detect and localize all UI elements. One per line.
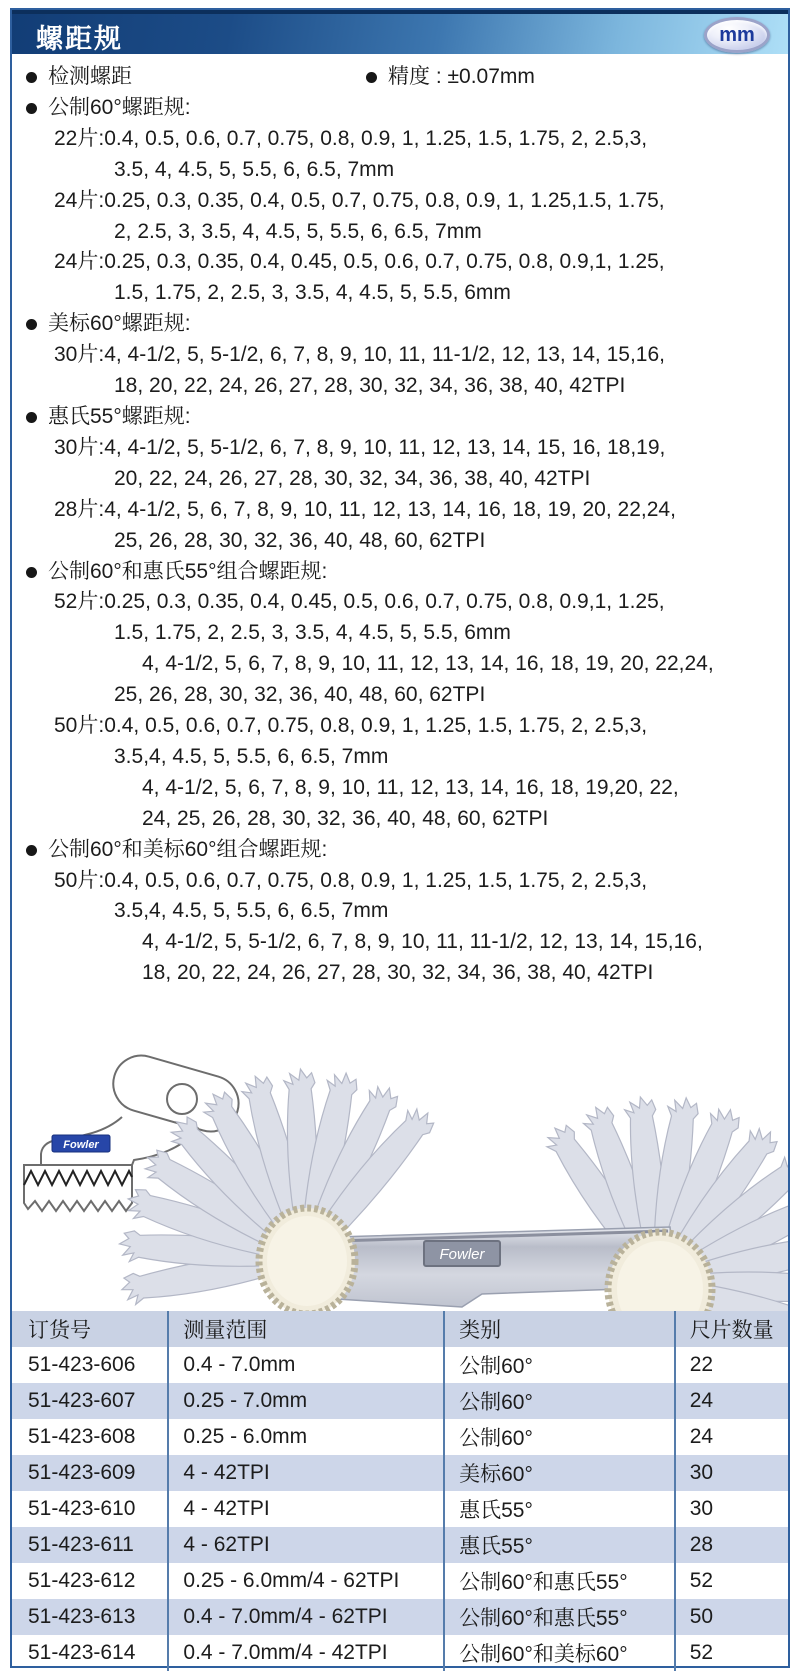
spec-line: 24, 25, 26, 28, 30, 32, 36, 40, 48, 60, 62TPI bbox=[142, 806, 549, 830]
table-row bbox=[12, 1599, 788, 1635]
section-title: 公制60°和美标60°组合螺距规: bbox=[26, 835, 780, 866]
blade-count-cell: 22 bbox=[675, 1347, 788, 1383]
type-cell: 惠氏55° bbox=[444, 1491, 675, 1527]
type-cell: 公制60°和惠氏55° bbox=[444, 1599, 675, 1635]
spec-line: 4, 4-1/2, 5, 6, 7, 8, 9, 10, 11, 12, 13, 14, 16, 18, 19, 20, 22,24, bbox=[142, 652, 714, 676]
blade-count-cell: 30 bbox=[675, 1491, 788, 1527]
thread-gauge-photo bbox=[118, 1069, 788, 1311]
order-number-cell: 51-423-614 bbox=[28, 1641, 136, 1665]
thread-gauge-illustration bbox=[12, 989, 788, 1311]
range-cell: 0.25 - 6.0mm bbox=[168, 1419, 444, 1455]
bullet-icon bbox=[26, 845, 37, 856]
spec-line: 3.5,4, 4.5, 5, 5.5, 6, 6.5, 7mm bbox=[114, 744, 389, 768]
section-header-bar bbox=[12, 10, 788, 54]
range-cell: 4 - 42TPI bbox=[168, 1455, 444, 1491]
table-row bbox=[12, 1527, 788, 1563]
type-cell: 公制60°和美标60° bbox=[444, 1635, 675, 1671]
range-cell: 0.4 - 7.0mm/4 - 42TPI bbox=[168, 1635, 444, 1671]
bullet-icon bbox=[26, 567, 37, 578]
table-row bbox=[12, 1635, 788, 1671]
range-cell: 4 - 62TPI bbox=[168, 1527, 444, 1563]
order-number-cell: 51-423-607 bbox=[12, 1383, 168, 1419]
spec-line: 28片:4, 4-1/2, 5, 6, 7, 8, 9, 10, 11, 12, 13, 14, 16, 18, 19, 20, 22,24, bbox=[54, 497, 676, 521]
spec-line-intro bbox=[26, 62, 780, 93]
order-number-cell: 51-423-612 bbox=[28, 1569, 136, 1593]
spec-list bbox=[12, 54, 788, 989]
spec-line: 2, 2.5, 3, 3.5, 4, 4.5, 5, 5.5, 6, 6.5, 7mm bbox=[114, 219, 482, 243]
range-cell: 0.4 - 7.0mm/4 - 62TPI bbox=[168, 1599, 444, 1635]
mm-unit-badge-label: mm bbox=[719, 24, 755, 46]
mm-unit-badge bbox=[704, 17, 770, 53]
hanging-hole bbox=[167, 1084, 197, 1114]
spec-line: 52片:0.25, 0.3, 0.35, 0.4, 0.45, 0.5, 0.6, 0.7, 0.75, 0.8, 0.9,1, 1.25, bbox=[54, 590, 665, 614]
order-number-cell: 51-423-609 bbox=[12, 1455, 168, 1491]
brand-label-photo bbox=[424, 1241, 500, 1266]
type-cell: 公制60° bbox=[444, 1347, 675, 1383]
knurled-nut-left bbox=[259, 1208, 355, 1311]
section-title: 惠氏55°螺距规: bbox=[26, 402, 780, 433]
table-row bbox=[12, 1347, 788, 1383]
spec-line: 4, 4-1/2, 5, 6, 7, 8, 9, 10, 11, 12, 13, 14, 16, 18, 19,20, 22, bbox=[142, 775, 679, 799]
spec-line: 30片:4, 4-1/2, 5, 5-1/2, 6, 7, 8, 9, 10, 11, 12, 13, 14, 15, 16, 18,19, bbox=[54, 435, 666, 459]
spec-line: 24片:0.25, 0.3, 0.35, 0.4, 0.5, 0.7, 0.75, 0.8, 0.9, 1, 1.25,1.5, 1.75, bbox=[54, 188, 665, 212]
ordering-table bbox=[12, 1311, 788, 1671]
range-cell: 0.25 - 7.0mm bbox=[168, 1383, 444, 1419]
bullet-icon bbox=[26, 412, 37, 423]
page-frame bbox=[10, 8, 790, 1668]
table-row bbox=[12, 1491, 788, 1527]
bullet-icon bbox=[26, 72, 37, 83]
section-title: 公制60°螺距规: bbox=[26, 93, 780, 124]
spec-line: 18, 20, 22, 24, 26, 27, 28, 30, 32, 34, 36, 38, 40, 42TPI bbox=[142, 961, 654, 985]
blade-count-cell: 24 bbox=[675, 1383, 788, 1419]
order-number-cell: 51-423-606 bbox=[28, 1353, 136, 1377]
col-header-order-number: 订货号 bbox=[12, 1311, 168, 1347]
range-cell: 0.25 - 6.0mm/4 - 62TPI bbox=[168, 1563, 444, 1599]
table-row bbox=[12, 1455, 788, 1491]
table-header-row bbox=[12, 1311, 788, 1347]
col-header-type: 类别 bbox=[444, 1311, 675, 1347]
accuracy-text: 精度 : ±0.07mm bbox=[388, 65, 535, 88]
page-title: 螺距规 bbox=[36, 24, 123, 54]
table-row bbox=[12, 1419, 788, 1455]
product-figure bbox=[12, 989, 788, 1311]
spec-line: 50片:0.4, 0.5, 0.6, 0.7, 0.75, 0.8, 0.9, 1, 1.25, 1.5, 1.75, 2, 2.5,3, bbox=[54, 868, 648, 892]
blade-count-cell: 28 bbox=[675, 1527, 788, 1563]
type-cell: 公制60°和惠氏55° bbox=[444, 1563, 675, 1599]
spec-line: 18, 20, 22, 24, 26, 27, 28, 30, 32, 34, 36, 38, 40, 42TPI bbox=[114, 374, 626, 398]
col-header-blade-count: 尺片数量 bbox=[675, 1311, 788, 1347]
blade-count-cell: 52 bbox=[675, 1635, 788, 1671]
blade-count-cell: 24 bbox=[675, 1419, 788, 1455]
bullet-icon bbox=[26, 319, 37, 330]
range-cell: 4 - 42TPI bbox=[168, 1491, 444, 1527]
blade-count-cell: 50 bbox=[675, 1599, 788, 1635]
spec-line: 50片:0.4, 0.5, 0.6, 0.7, 0.75, 0.8, 0.9, 1, 1.25, 1.5, 1.75, 2, 2.5,3, bbox=[54, 714, 648, 738]
bullet-icon bbox=[26, 103, 37, 114]
spec-line: 25, 26, 28, 30, 32, 36, 40, 48, 60, 62TPI bbox=[114, 528, 486, 552]
spec-line: 22片:0.4, 0.5, 0.6, 0.7, 0.75, 0.8, 0.9, 1, 1.25, 1.5, 1.75, 2, 2.5,3, bbox=[54, 126, 648, 150]
blade-count-cell: 30 bbox=[675, 1455, 788, 1491]
spec-line: 3.5, 4, 4.5, 5, 5.5, 6, 6.5, 7mm bbox=[114, 157, 395, 181]
spec-line: 1.5, 1.75, 2, 2.5, 3, 3.5, 4, 4.5, 5, 5.5, 6mm bbox=[114, 621, 511, 645]
col-header-range: 测量范围 bbox=[168, 1311, 444, 1347]
type-cell: 公制60° bbox=[444, 1419, 675, 1455]
feature-text: 检测螺距 bbox=[48, 65, 132, 88]
brand-label-drawing bbox=[52, 1135, 110, 1152]
spec-line: 20, 22, 24, 26, 27, 28, 30, 32, 34, 36, 38, 40, 42TPI bbox=[114, 466, 591, 490]
svg-text:Fowler: Fowler bbox=[439, 1246, 485, 1264]
order-number-cell: 51-423-611 bbox=[12, 1527, 168, 1563]
section-title: 公制60°和惠氏55°组合螺距规: bbox=[26, 557, 780, 588]
spec-line: 1.5, 1.75, 2, 2.5, 3, 3.5, 4, 4.5, 5, 5.5, 6mm bbox=[114, 281, 511, 305]
accuracy-item bbox=[366, 62, 535, 93]
spec-line: 30片:4, 4-1/2, 5, 5-1/2, 6, 7, 8, 9, 10, 11, 11-1/2, 12, 13, 14, 15,16, bbox=[54, 343, 665, 367]
spec-line: 4, 4-1/2, 5, 5-1/2, 6, 7, 8, 9, 10, 11, 11-1/2, 12, 13, 14, 15,16, bbox=[142, 930, 703, 954]
svg-text:Fowler: Fowler bbox=[63, 1139, 99, 1152]
type-cell: 美标60° bbox=[444, 1455, 675, 1491]
order-number-cell: 51-423-613 bbox=[12, 1599, 168, 1635]
order-number-cell: 51-423-608 bbox=[28, 1425, 136, 1449]
blade-count-cell: 52 bbox=[675, 1563, 788, 1599]
type-cell: 公制60° bbox=[444, 1383, 675, 1419]
bullet-icon bbox=[366, 72, 377, 83]
spec-line: 3.5,4, 4.5, 5, 5.5, 6, 6.5, 7mm bbox=[114, 899, 389, 923]
knurled-nut-right bbox=[608, 1232, 712, 1311]
spec-line: 24片:0.25, 0.3, 0.35, 0.4, 0.45, 0.5, 0.6, 0.7, 0.75, 0.8, 0.9,1, 1.25, bbox=[54, 250, 665, 274]
type-cell: 惠氏55° bbox=[444, 1527, 675, 1563]
table-row bbox=[12, 1563, 788, 1599]
range-cell: 0.4 - 7.0mm bbox=[168, 1347, 444, 1383]
order-number-cell: 51-423-610 bbox=[28, 1497, 136, 1521]
spec-line: 25, 26, 28, 30, 32, 36, 40, 48, 60, 62TPI bbox=[114, 683, 486, 707]
section-title: 美标60°螺距规: bbox=[26, 309, 780, 340]
table-row bbox=[12, 1383, 788, 1419]
